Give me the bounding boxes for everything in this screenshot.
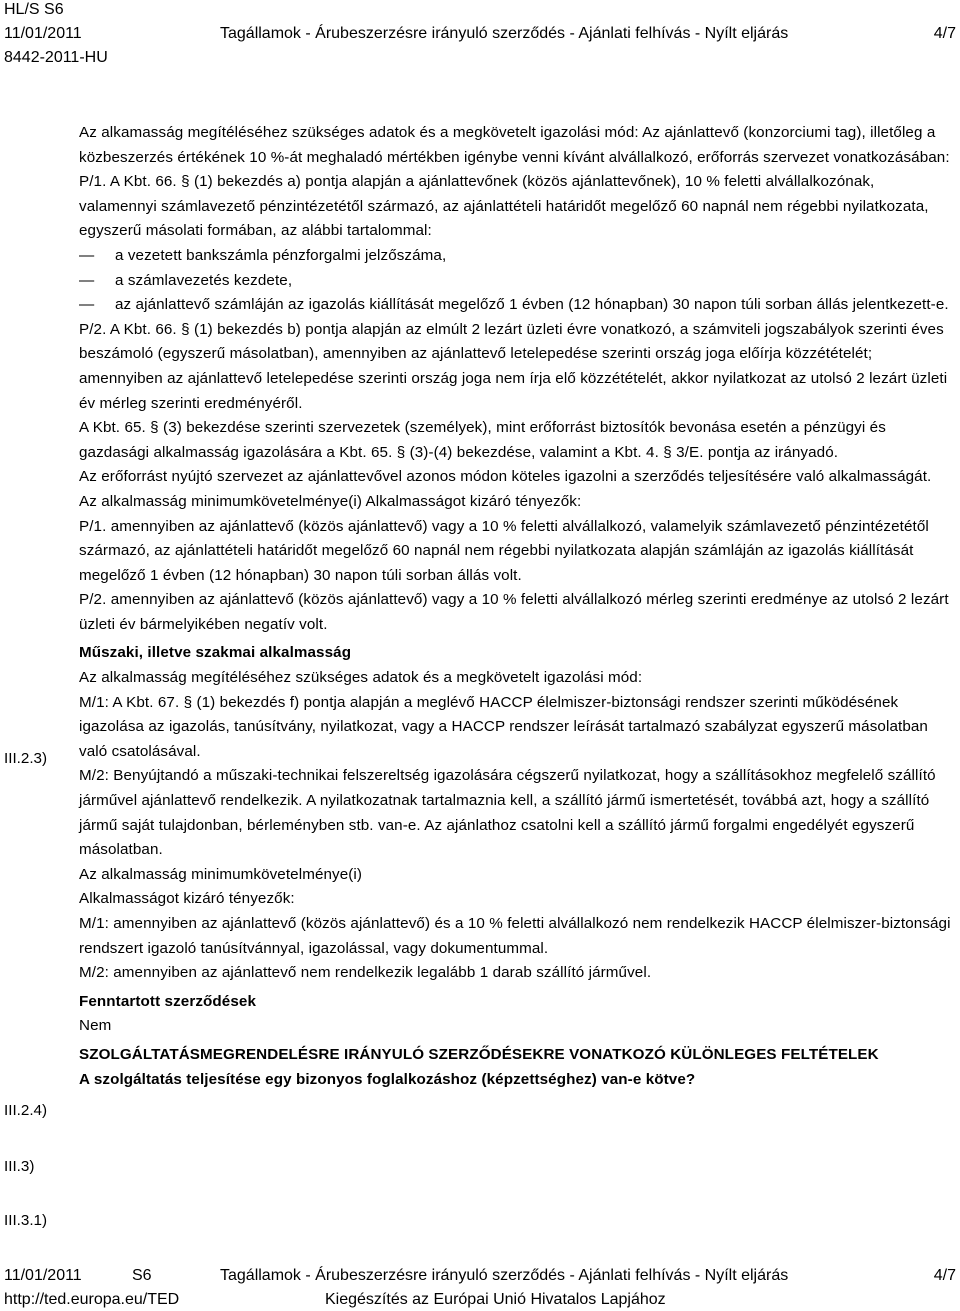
footer-notice-type: Tagállamok - Árubeszerzésre irányuló szerződés - Ajánlati felhívás - Nyílt eljárás <box>220 1267 789 1284</box>
paragraph-p1-exclusion: P/1. amennyiben az ajánlattevő (közös ajánlattevő) vagy a 10 % feletti alvállalkozó, valamelyik számlavezető pénzintézetétől származó, az ajánlattételi határidőt megelőző 60 napnál nem régebbi nyilatkozata alapján számláján az igazolás kiállítását megelőző 1 évben (12 hónapban) 30 napon túli sorban állás volt. <box>79 517 929 584</box>
header-notice-id: 8442-2011-HU <box>4 49 108 66</box>
paragraph-m1-exclusion: M/1: amennyiben az ajánlattevő (közös ajánlattevő) és a 10 % feletti alvállalkozó nem rendelkezik HACCP élelmiszer-biztonsági rendszert igazoló tanúsítvánnyal, igazolással, vagy dokumentummal. <box>79 915 951 957</box>
header-notice-type: Tagállamok - Árubeszerzésre irányuló szerződés - Ajánlati felhívás - Nyílt eljárás <box>220 25 789 42</box>
reserved-contracts-value: Nem <box>79 1017 112 1035</box>
footer-url: http://ted.europa.eu/TED <box>4 1291 180 1308</box>
section-number-iii-2-3: III.2.3) <box>4 750 48 767</box>
section-number-iii-2-4: III.2.4) <box>4 1102 48 1119</box>
dash-item-queue <box>79 293 951 318</box>
dash-item-text: a vezetett bankszámla pénzforgalmi jelzőszáma, <box>115 246 447 264</box>
dash-mark: — <box>79 246 95 264</box>
header-page-number: 4/7 <box>933 25 956 42</box>
paragraph-economic-data: Az alkamasság megítéléséhez szükséges adatok és a megkövetelt igazolási mód: Az ajánlattevő (konzorciumi tag), illetőleg a közbeszerzés értékének 10 %-át meghaladó mértékben igénybe venni kívánt alvállalkozó, erőforrás szervezet vonatkozásában: <box>79 124 950 166</box>
footer-page-number: 4/7 <box>933 1267 956 1284</box>
dash-item-text: a számlavezetés kezdete, <box>115 271 293 289</box>
heading-reserved-contracts: Fenntartott szerződések <box>79 992 256 1010</box>
header-date: 11/01/2011 <box>4 25 82 42</box>
paragraph-p1-requirement: P/1. A Kbt. 66. § (1) bekezdés a) pontja alapján a ajánlattevőnek (közös ajánlattevőnek), 10 % feletti alvállalkozónak, valamennyi számlavezető pénzintézetétől származó, az ajánlattételi határidőt megelőző 60 napnál nem régebbi nyilatkozata, egyszerű másolati formában, az alábbi tartalommal: <box>79 173 929 240</box>
paragraph-m1-requirement: M/1: A Kbt. 67. § (1) bekezdés f) pontja alapján a meglévő HACCP élelmiszer-biztonsági rendszer szerinti működésének igazolása az igazolás, tanúsítvány, nyilatkozat, vagy a HACCP rendszer leírását tartalmazó szabályzat egyszerű másolatban való csatolásával. <box>79 693 928 760</box>
paragraph-p2-requirement: P/2. A Kbt. 66. § (1) bekezdés b) pontja alapján az elmúlt 2 lezárt üzleti évre vonatkozó, a számviteli jogszabályok szerinti éves beszámoló (egyszerű másolatban), amennyiben az ajánlattevő letelepedése szerinti ország joga előírja közzétételét; amennyiben az ajánlattevő letelepedése szerinti ország joga nem írja elő közzétételét, akkor nyilatkozat az utolsó 2 lezárt üzleti év mérleg szerinti eredményéről. <box>79 320 948 412</box>
section-number-iii-3-1: III.3.1) <box>4 1212 48 1229</box>
dash-item-bank-account <box>79 244 951 269</box>
dash-item-account-start <box>79 269 951 294</box>
paragraph-resource-provider: Az erőforrást nyújtó szervezet az ajánlattevővel azonos módon köteles igazolni a szerződés teljesítésére való alkalmasságát. <box>79 468 932 486</box>
paragraph-kbt-65: A Kbt. 65. § (3) bekezdése szerinti szervezetek (személyek), mint erőforrást biztosítók bevonása esetén a pénzügyi és gazdasági alkalmasság igazolására a Kbt. 65. § (3)-(4) bekezdése, valamint a Kbt. 4. § 3/E. pontja az irányadó. <box>79 419 886 461</box>
heading-profession-requirement: A szolgáltatás teljesítése egy bizonyos foglalkozáshoz (képzettséghez) van-e kötve? <box>79 1070 696 1088</box>
footer-publisher: Kiegészítés az Európai Unió Hivatalos Lapjához <box>325 1291 666 1308</box>
document-body <box>79 121 951 1092</box>
paragraph-technical-minimum: Az alkalmasság minimumkövetelménye(i) <box>79 865 363 883</box>
heading-technical-capacity: Műszaki, illetve szakmai alkalmasság <box>79 644 352 662</box>
dash-item-text: az ajánlattevő számláján az igazolás kiállítását megelőző 1 évben (12 hónapban) 30 napon túli sorban állás jelentkezett-e. <box>115 296 949 314</box>
dash-mark: — <box>79 296 95 314</box>
header-journal: HL/S S6 <box>4 1 64 18</box>
paragraph-minimum-requirements: Az alkalmasság minimumkövetelménye(i) Alkalmasságot kizáró tényezők: <box>79 492 582 510</box>
paragraph-p2-exclusion: P/2. amennyiben az ajánlattevő (közös ajánlattevő) vagy a 10 % feletti alvállalkozó mérleg szerinti eredménye az utolsó 2 lezárt üzleti év bármelyikében negatív volt. <box>79 591 949 633</box>
footer-date: 11/01/2011 <box>4 1267 82 1284</box>
dash-mark: — <box>79 271 95 289</box>
paragraph-m2-exclusion: M/2: amennyiben az ajánlattevő nem rendelkezik legalább 1 darab szállító járművel. <box>79 964 652 982</box>
section-number-iii-3: III.3) <box>4 1158 35 1175</box>
heading-service-conditions: SZOLGÁLTATÁSMEGRENDELÉSRE IRÁNYULÓ SZERZŐDÉSEKRE VONATKOZÓ KÜLÖNLEGES FELTÉTELEK <box>79 1045 879 1063</box>
footer-journal: S6 <box>132 1267 152 1284</box>
paragraph-exclusion-factors: Alkalmasságot kizáró tényezők: <box>79 890 295 908</box>
paragraph-m2-requirement: M/2: Benyújtandó a műszaki-technikai felszereltség igazolására cégszerű nyilatkozat, hogy a szállításokhoz megfelelő szállító járművel ajánlattevő rendelkezik. A nyilatkozatnak tartalmaznia kell, a szállító jármű ismertetését, továbbá azt, hogy a szállító jármű saját tulajdonban, bérleményben stb. van-e. Az ajánlathoz csatolni kell a szállító jármű forgalmi engedélyét egyszerű másolatban. <box>79 767 936 859</box>
paragraph-technical-data: Az alkalmasság megítéléséhez szükséges adatok és a megkövetelt igazolási mód: <box>79 669 643 687</box>
